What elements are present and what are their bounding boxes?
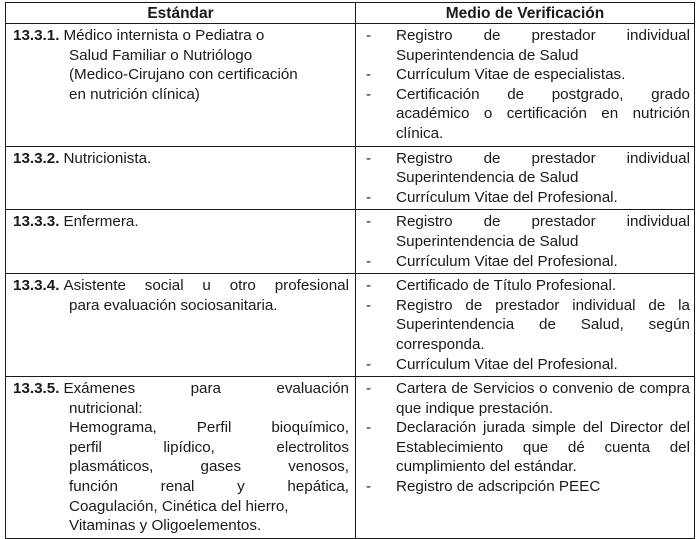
standard-line: Vitaminas y Oligoelementos. xyxy=(69,517,262,535)
standard-code: 13.3.2. xyxy=(13,149,60,167)
standard-code: 13.3.1. xyxy=(13,27,60,44)
verification-list xyxy=(366,26,690,144)
dash-bullet: - xyxy=(366,213,372,231)
standard-line: plasmáticos, gases venosos, xyxy=(69,458,349,476)
standard-line xyxy=(13,149,349,169)
table-row xyxy=(6,210,695,274)
verification-text: Registro de adscripción PEEC xyxy=(396,478,601,496)
verification-cell xyxy=(356,24,695,147)
verification-cell xyxy=(356,377,695,539)
verification-cell xyxy=(356,210,695,274)
standard-text: Enfermera. xyxy=(63,213,139,231)
standards-table xyxy=(5,2,695,539)
list-item xyxy=(366,149,690,188)
verification-cell xyxy=(356,146,695,210)
standard-cell xyxy=(6,210,356,274)
standard-line xyxy=(13,26,349,46)
verification-text: Registro de prestador individual Superintendencia de Salud xyxy=(396,27,690,64)
dash-bullet: - xyxy=(366,66,372,84)
dash-bullet: - xyxy=(366,252,372,270)
verification-list xyxy=(366,379,690,497)
standard-line: (Medico-Cirujano con certificación xyxy=(69,66,298,84)
standard-text: Exámenes para evaluación xyxy=(63,380,349,398)
list-item xyxy=(366,252,690,272)
verification-text: Registro de prestador individual de la Superintendencia de Salud, según corresponda. xyxy=(396,296,690,353)
table-row xyxy=(6,146,695,210)
dash-bullet: - xyxy=(366,380,372,398)
table-header-row xyxy=(6,3,695,24)
verification-text: Registro de prestador individual Superintendencia de Salud xyxy=(396,149,690,187)
dash-bullet: - xyxy=(366,149,372,167)
verification-cell xyxy=(356,274,695,377)
standard-line: Hemograma, Perfil bioquímico, xyxy=(69,419,349,437)
dash-bullet: - xyxy=(366,27,372,44)
verification-text: Currículum Vitae del Profesional. xyxy=(396,252,618,270)
table-row xyxy=(6,377,695,539)
header-standard: Estándar xyxy=(6,3,356,24)
verification-text: Registro de prestador individual Superintendencia de Salud xyxy=(396,213,690,250)
verification-list xyxy=(366,212,690,271)
verification-list xyxy=(366,149,690,208)
list-item xyxy=(366,26,690,65)
dash-bullet: - xyxy=(366,478,372,496)
standard-cell xyxy=(6,24,356,147)
verification-text: Declaración jurada simple del Director del Establecimiento que dé cuenta del cumplimiento del estándar. xyxy=(396,419,690,476)
standard-line: nutricional: xyxy=(69,399,143,417)
standard-code: 13.3.3. xyxy=(13,213,60,231)
standard-text: Nutricionista. xyxy=(63,149,152,167)
verification-text: Currículum Vitae del Profesional. xyxy=(396,188,618,206)
standard-cell xyxy=(6,146,356,210)
standard-code: 13.3.5. xyxy=(13,380,60,398)
dash-bullet: - xyxy=(366,296,372,314)
verification-text: Currículum Vitae de especialistas. xyxy=(396,66,626,84)
standard-line: para evaluación sociosanitaria. xyxy=(69,296,278,314)
list-item xyxy=(366,418,690,477)
verification-text: Certificación de postgrado, grado académico o certificación en nutrición clínica. xyxy=(396,85,690,142)
standard-line: Coagulación, Cinética del hierro, xyxy=(69,497,289,515)
dash-bullet: - xyxy=(366,188,372,206)
list-item xyxy=(366,355,690,375)
list-item xyxy=(366,477,690,497)
standard-cell xyxy=(6,274,356,377)
dash-bullet: - xyxy=(366,355,372,373)
standard-code: 13.3.4. xyxy=(13,277,60,295)
verification-text: Cartera de Servicios o convenio de compra que indique prestación. xyxy=(396,380,690,417)
standard-cell xyxy=(6,377,356,539)
standard-text: Médico internista o Pediatra o xyxy=(63,27,265,44)
list-item xyxy=(366,85,690,144)
header-verification: Medio de Verificación xyxy=(356,3,695,24)
standard-text: Asistente social u otro profesional xyxy=(63,277,349,295)
dash-bullet: - xyxy=(366,277,372,295)
standard-line xyxy=(13,212,349,232)
standard-line xyxy=(13,379,349,399)
verification-list xyxy=(366,276,690,374)
standard-line: Salud Familiar o Nutriólogo xyxy=(69,46,253,64)
table-row xyxy=(6,274,695,377)
list-item xyxy=(366,276,690,296)
standard-line: función renal y hepática, xyxy=(69,478,349,496)
list-item xyxy=(366,379,690,418)
standard-line xyxy=(13,276,349,296)
list-item xyxy=(366,65,690,85)
standard-line: en nutrición clínica) xyxy=(69,85,200,103)
list-item xyxy=(366,296,690,355)
standard-line: perfil lipídico, electrolitos xyxy=(69,438,349,456)
verification-text: Certificado de Título Profesional. xyxy=(396,277,617,295)
list-item xyxy=(366,212,690,251)
table-row xyxy=(6,24,695,147)
dash-bullet: - xyxy=(366,419,372,437)
verification-text: Currículum Vitae del Profesional. xyxy=(396,355,618,373)
dash-bullet: - xyxy=(366,85,372,103)
list-item xyxy=(366,188,690,208)
